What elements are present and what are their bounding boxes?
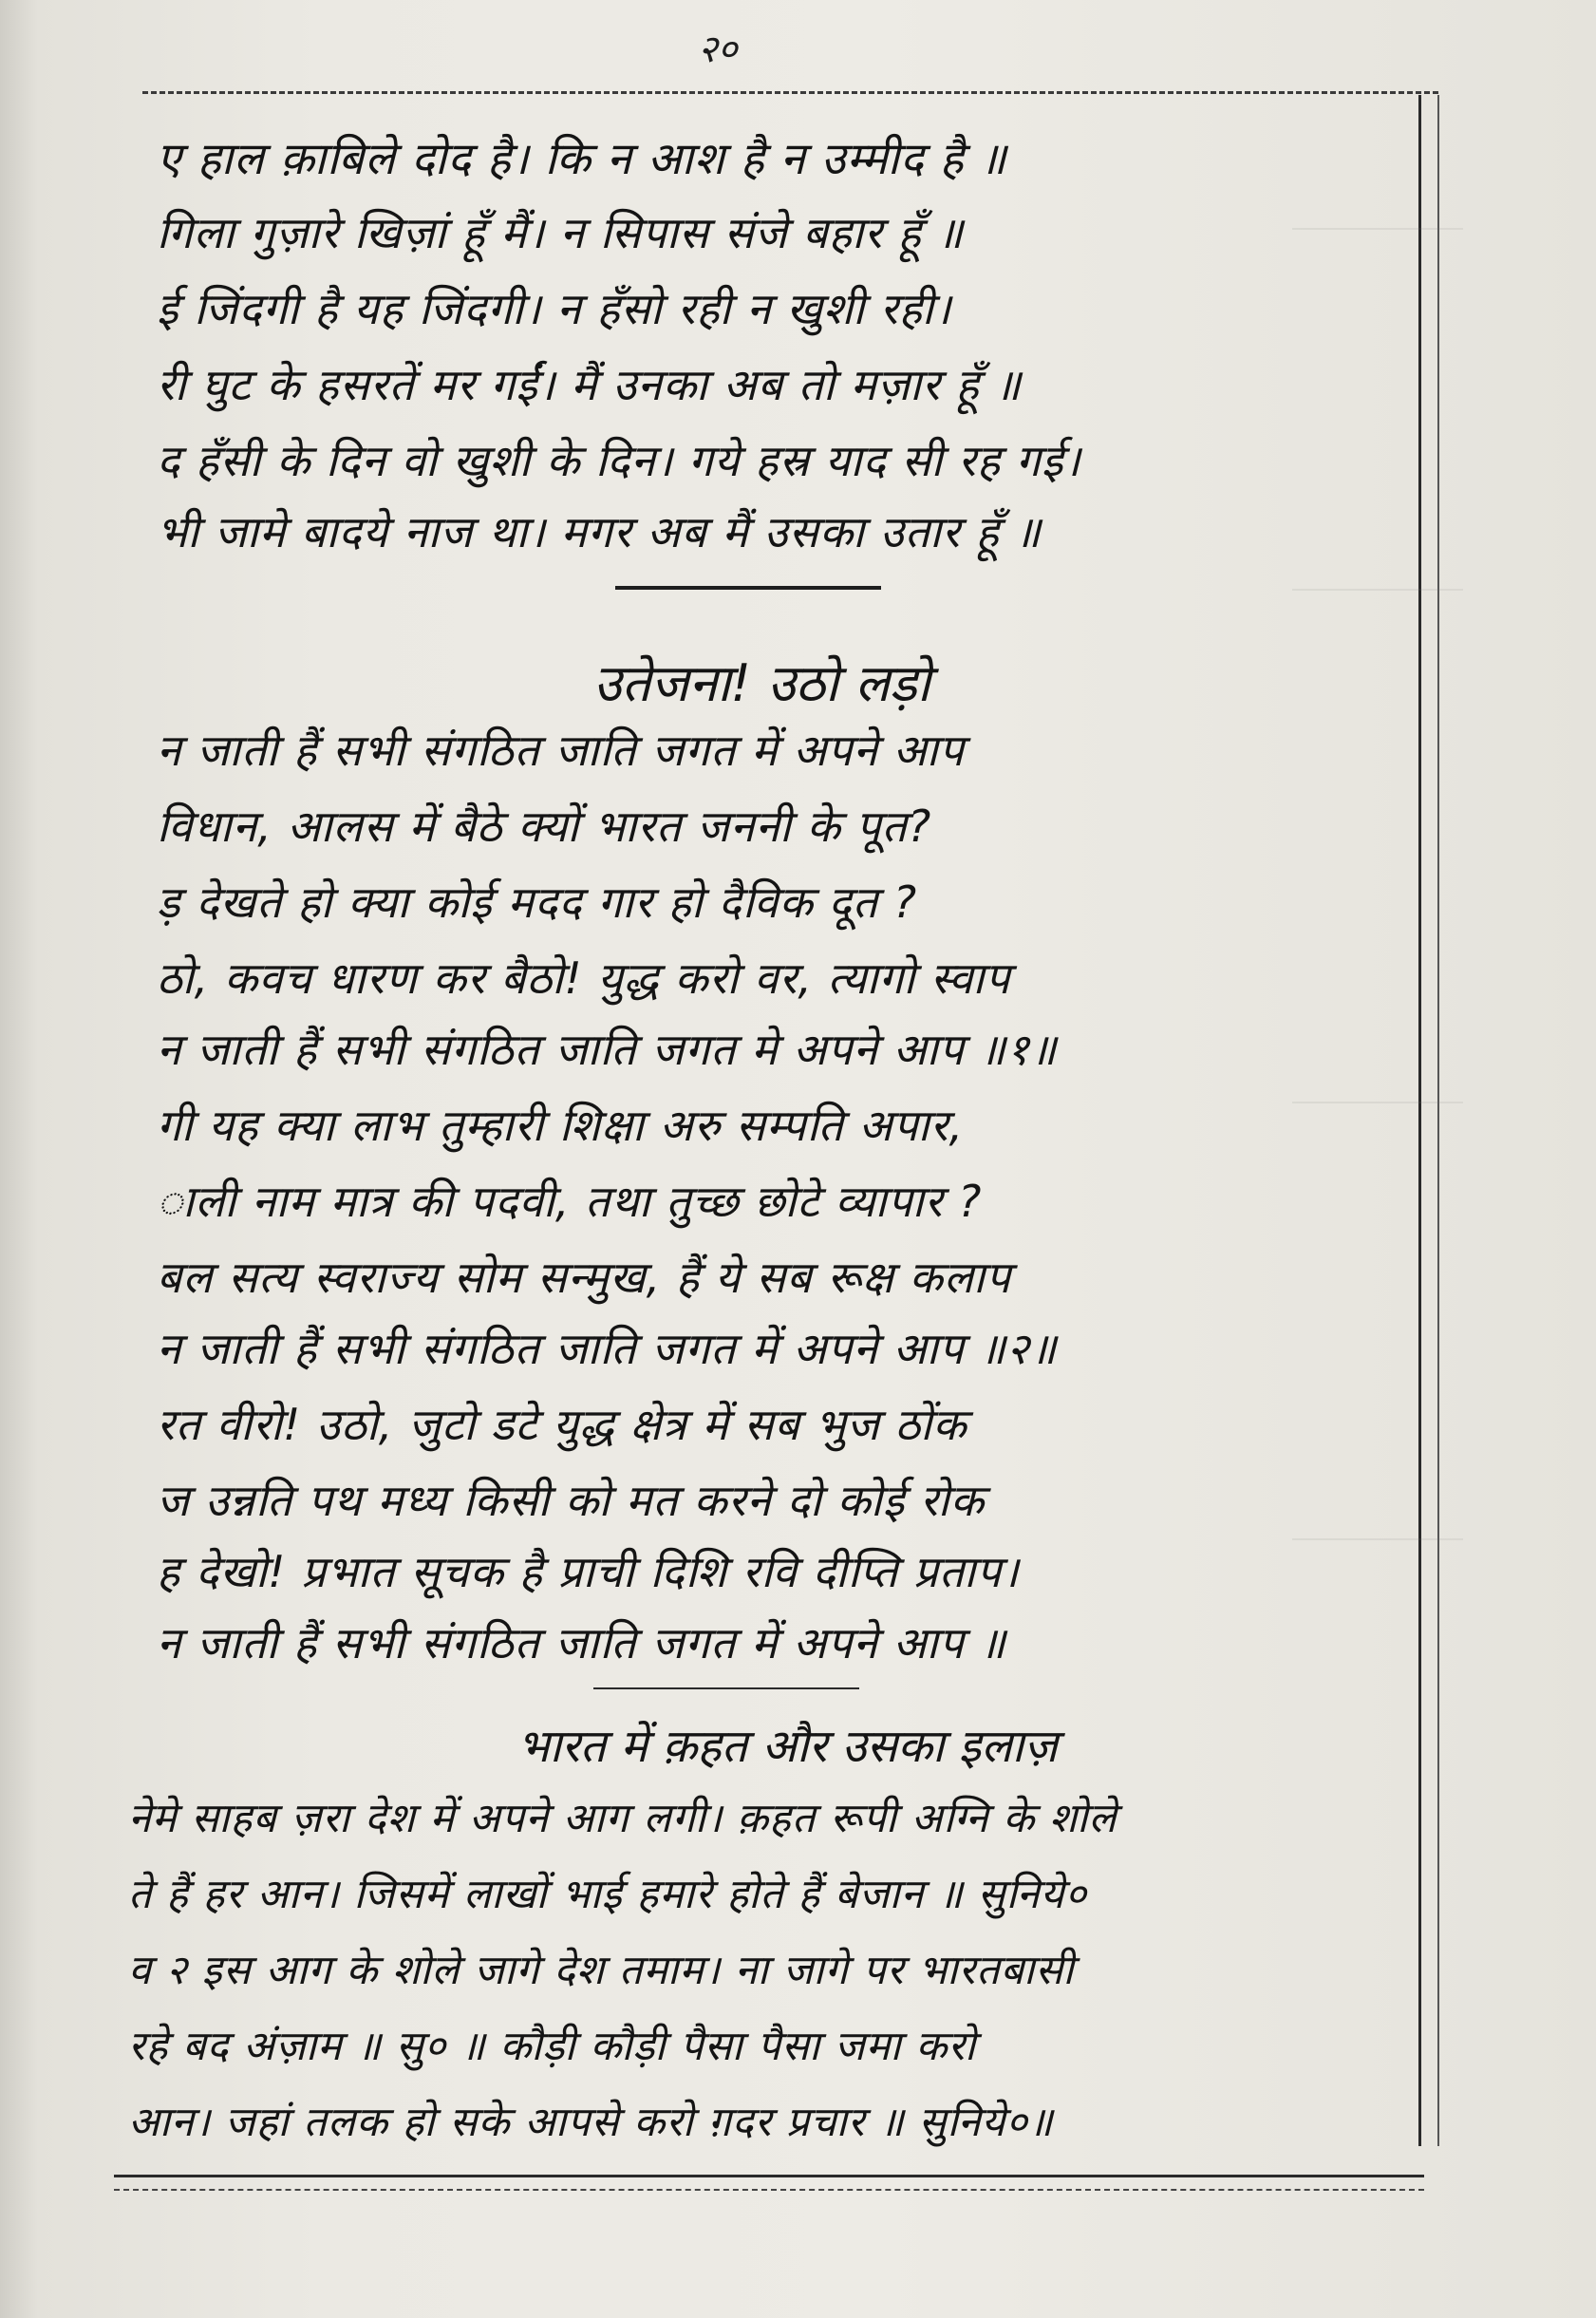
show-through-mark: [1292, 228, 1463, 245]
verse-line: रहे बद अंज़ाम ॥ सु० ॥ कौड़ी कौड़ी पैसा पैसा जमा करो: [128, 2023, 977, 2070]
frame-bottom-border: [114, 2175, 1424, 2177]
frame-right-border-inner: [1437, 95, 1439, 2146]
verse-line: ए हाल क़ाबिले दोद है। कि न आश है न उम्मीद है ॥: [157, 133, 1007, 185]
verse-line: गिला गुज़ारे खिज़ां हूँ मैं। न सिपास संजे बहार हूँ ॥: [157, 207, 965, 258]
verse-line: व २ इस आग के शोले जागे देश तमाम। ना जागे पर भारतबासी: [128, 1947, 1075, 1994]
verse-line: नेमे साहब ज़रा देश में अपने आग लगी। क़हत रूपी अग्नि के शोले: [128, 1795, 1117, 1842]
frame-bottom-border-dashed: [114, 2189, 1424, 2191]
show-through-mark: [1292, 1538, 1463, 1555]
section-title: उतेजना! उठो लड़ो: [593, 653, 930, 713]
verse-line: ज उन्नति पथ मध्य किसी को मत करने दो कोई रोक: [157, 1475, 986, 1526]
section-title: भारत में क़हत और उसका इलाज़: [517, 1720, 1058, 1773]
section-divider: [615, 586, 881, 590]
show-through-mark: [1292, 1102, 1463, 1119]
verse-line: द हँसी के दिन वो खुशी के दिन। गये हस्र याद सी रह गई।: [157, 435, 1081, 486]
verse-line: आन। जहां तलक हो सके आपसे करो ग़दर प्रचार ॥ सुनिये०॥: [128, 2099, 1054, 2146]
frame-top-border: [142, 91, 1438, 94]
verse-line: ड़ देखते हो क्या कोई मदद गार हो दैविक दूत ?: [157, 876, 918, 928]
page-number: २०: [698, 28, 738, 71]
verse-line: न जाती हैं सभी संगठित जाति जगत में अपने आप ॥: [157, 1617, 1006, 1668]
verse-line: ते हैं हर आन। जिसमें लाखों भाई हमारे होते हैं बेजान ॥ सुनिये०: [128, 1871, 1087, 1918]
verse-line: भी जामे बादये नाज था। मगर अब मैं उसका उतार हूँ ॥: [157, 506, 1042, 557]
frame-right-border: [1418, 95, 1421, 2146]
verse-line: न जाती हैं सभी संगठित जाति जगत मे अपने आप ॥१॥: [157, 1024, 1058, 1075]
verse-line: ई जिंदगी है यह जिंदगी। न हँसो रही न खुशी रही।: [157, 283, 952, 334]
verse-line: विधान, आलस में बैठे क्यों भारत जननी के पूत?: [157, 801, 932, 852]
verse-line: न जाती हैं सभी संगठित जाति जगत में अपने आप ॥२॥: [157, 1323, 1058, 1374]
section-divider: [593, 1687, 859, 1689]
verse-line: बल सत्य स्वराज्य सोम सन्मुख, हैं ये सब रूक्ष कलाप: [157, 1252, 1012, 1303]
page-edge-shadow: [0, 0, 38, 2318]
verse-line: ाली नाम मात्र की पदवी, तथा तुच्छ छोटे व्यापार ?: [157, 1176, 983, 1227]
verse-line: ठो, कवच धारण कर बैठो! युद्ध करो वर, त्यागो स्वाप: [157, 952, 1011, 1004]
show-through-mark: [1292, 589, 1463, 606]
verse-line: गी यह क्या लाभ तुम्हारी शिक्षा अरु सम्पति अपार,: [157, 1100, 965, 1151]
verse-line: रत वीरो! उठो, जुटो डटे युद्ध क्षेत्र में सब भुज ठोंक: [157, 1399, 967, 1450]
verse-line: ह देखो! प्रभात सूचक है प्राची दिशि रवि दीप्ति प्रताप।: [157, 1546, 1020, 1597]
verse-line: री घुट के हसरतें मर गईं। मैं उनका अब तो मज़ार हूँ ॥: [157, 359, 1023, 410]
verse-line: न जाती हैं सभी संगठित जाति जगत में अपने आप: [157, 725, 965, 776]
